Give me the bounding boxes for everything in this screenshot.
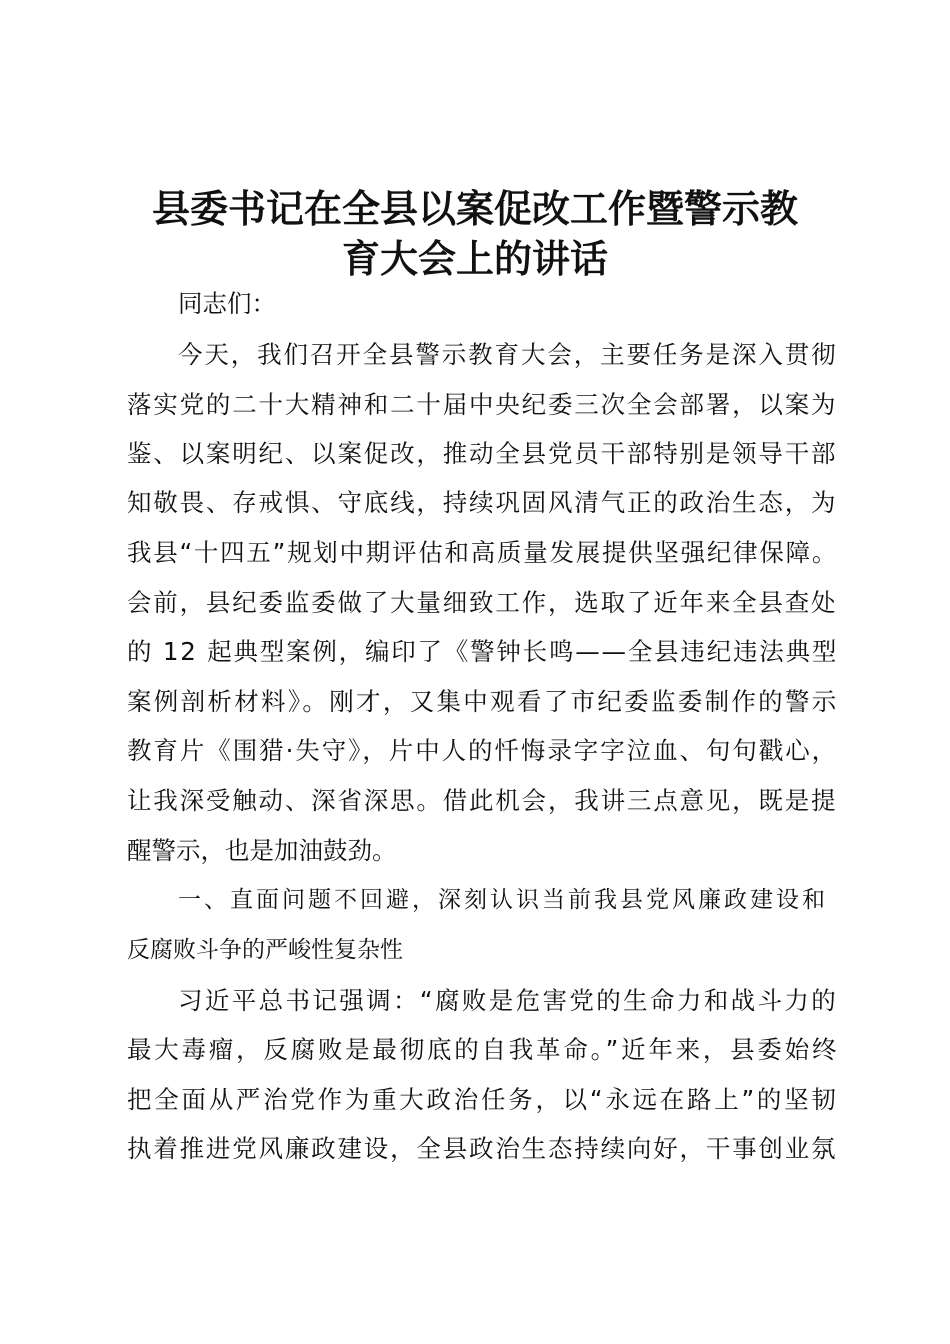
paragraph-line: 最大毒瘤，反腐败是最彻底的自我革命。”近年来，县委始终 [127,1035,840,1064]
section-heading-line: 一、直面问题不回避，深刻认识当前我县党风廉政建设和 [178,887,828,913]
paragraph-line: 的 12 起典型案例，编印了《警钟长鸣——全县违纪违法典型 [127,637,839,666]
page-title-line-1: 县委书记在全县以案促改工作暨警示教 [151,186,798,231]
paragraph-line: 教育片《围猎·失守》，片中人的忏悔录字字泣血、句句戳心， [127,736,839,765]
paragraph-line: 今天，我们召开全县警示教育大会，主要任务是深入贯彻 [178,340,838,369]
page-title-line-2: 育大会上的讲话 [341,236,608,281]
paragraph-line: 落实党的二十大精神和二十届中央纪委三次全会部署，以案为 [127,390,838,419]
paragraph-line: 把全面从严治党作为重大政治任务，以“永远在路上”的坚韧 [127,1085,839,1114]
paragraph-line: 习近平总书记强调：“腐败是危害党的生命力和战斗力的 [178,986,839,1015]
paragraph-line: 醒警示，也是加油鼓劲。 [127,836,397,865]
paragraph-line: 我县“十四五”规划中期评估和高质量发展提供坚强纪律保障。 [127,538,839,567]
paragraph-line: 鉴、以案明纪、以案促改，推动全县党员干部特别是领导干部 [127,439,838,468]
paragraph-line: 让我深受触动、深省深思。借此机会，我讲三点意见，既是提 [127,786,838,815]
paragraph-line: 知敬畏、存戒惧、守底线，持续巩固风清气正的政治生态，为 [127,488,838,517]
paragraph-line: 案例剖析材料》。刚才，又集中观看了市纪委监委制作的警示 [127,687,839,716]
paragraph-line: 执着推进党风廉政建设，全县政治生态持续向好，干事创业氛 [127,1134,838,1163]
salutation: 同志们： [178,289,276,318]
paragraph-line: 会前，县纪委监委做了大量细致工作，选取了近年来全县查处 [127,588,838,617]
section-heading-line: 反腐败斗争的严峻性复杂性 [127,937,403,963]
